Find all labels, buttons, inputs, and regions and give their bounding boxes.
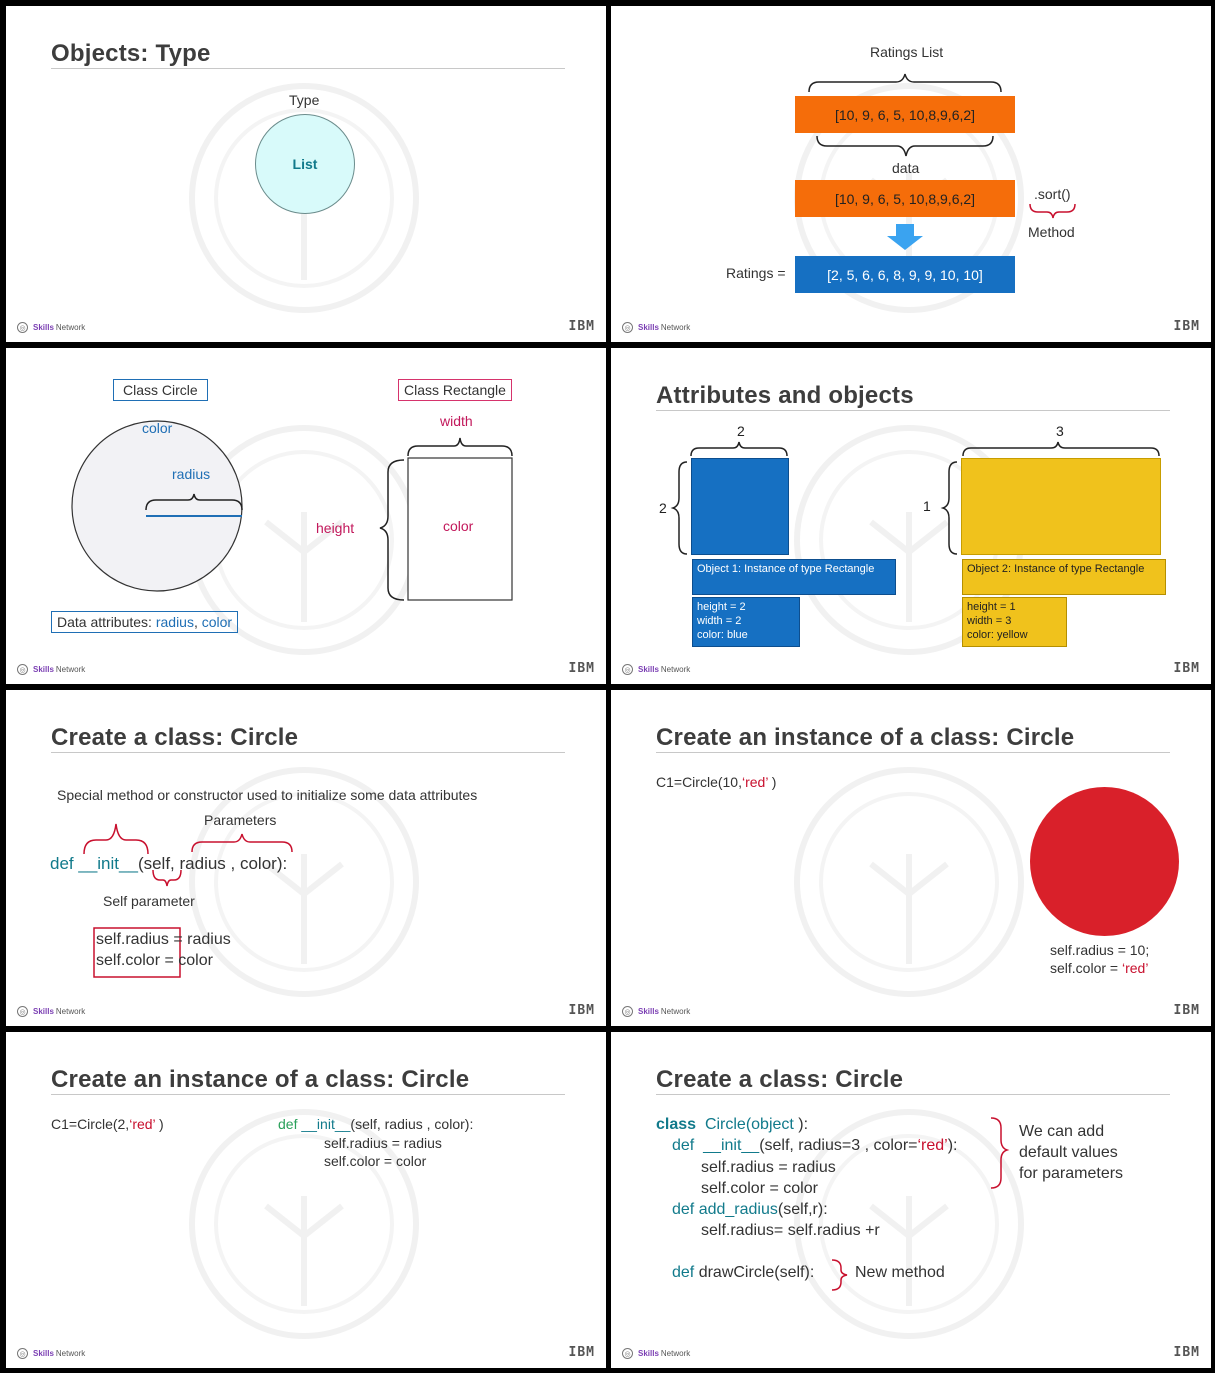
skills-network-logo: ◎ Skills Network — [17, 664, 85, 675]
self-parameter-label: Self parameter — [103, 893, 195, 909]
instance-call: C1=Circle(10,‘red’ ) — [656, 774, 777, 790]
watermark-icon — [791, 764, 1027, 1000]
constructor-description: Special method or constructor used to initialize some data attributes — [57, 787, 478, 803]
page-title: Objects: Type — [51, 40, 211, 67]
parameters-label: Parameters — [204, 812, 277, 828]
skills-network-logo: ◎ Skills Network — [622, 664, 690, 675]
rect-color-label: color — [443, 518, 474, 534]
init-signature: def __init__(self, radius , color): — [50, 854, 288, 873]
object1-rectangle — [691, 458, 789, 555]
page-title: Create a class: Circle — [656, 1066, 904, 1093]
obj2-height-label: 1 — [923, 498, 931, 514]
method-label: Method — [1028, 224, 1075, 240]
network-icon: ◎ — [17, 664, 28, 675]
network-icon: ◎ — [622, 322, 633, 333]
radius-attribute: self.radius = 10; — [1050, 942, 1150, 958]
network-icon: ◎ — [622, 1006, 633, 1017]
class-rectangle-label: Class Rectangle — [404, 382, 506, 398]
page-title: Create a class: Circle — [51, 724, 299, 751]
skills-network-logo: ◎ Skills Network — [17, 1348, 85, 1359]
new-method-label: New method — [855, 1264, 945, 1281]
page-title: Create an instance of a class: Circle — [656, 724, 1075, 751]
network-icon: ◎ — [17, 1348, 28, 1359]
obj1-width-label: 2 — [737, 423, 745, 439]
ibm-logo: IBM — [1173, 1003, 1200, 1018]
init-body-line-1: self.radius = radius — [96, 931, 231, 948]
ibm-logo: IBM — [568, 661, 595, 676]
title-rule — [51, 68, 565, 69]
slide-create-class-defaults — [611, 1032, 1211, 1368]
list-label: List — [292, 156, 318, 172]
sorted-list-box: [2, 5, 6, 6, 8, 9, 9, 10, 10] — [795, 256, 1015, 293]
ibm-logo: IBM — [568, 319, 595, 334]
obj2-width-label: 3 — [1056, 423, 1064, 439]
title-rule — [656, 752, 1170, 753]
object2-label: Object 2: Instance of type Rectangle — [962, 559, 1166, 595]
data-label: data — [892, 160, 920, 176]
default-values-note: We can add default values for parameters — [1019, 1123, 1124, 1182]
init-signature: def __init__(self, radius , color): — [278, 1116, 474, 1132]
data-list-box: [10, 9, 6, 5, 10,8,9,6,2] — [795, 180, 1015, 217]
object2-attributes: height = 1 width = 3 color: yellow — [962, 597, 1067, 647]
init-body-line-1: self.radius = radius — [701, 1159, 836, 1176]
ibm-logo: IBM — [568, 1345, 595, 1360]
rect-height-label: height — [316, 520, 355, 536]
type-label: Type — [289, 92, 320, 108]
ibm-logo: IBM — [1173, 319, 1200, 334]
ratings-list-label: Ratings List — [870, 44, 944, 60]
skills-network-logo: ◎ Skills Network — [17, 322, 85, 333]
add-radius-signature: def add_radius(self,r): — [672, 1201, 828, 1218]
skills-network-logo: ◎ Skills Network — [622, 1348, 690, 1359]
network-icon: ◎ — [17, 1006, 28, 1017]
class-declaration: class Circle(object ): — [656, 1116, 809, 1133]
ibm-logo: IBM — [1173, 661, 1200, 676]
sort-label: .sort() — [1034, 186, 1071, 202]
red-circle-instance — [1030, 787, 1179, 936]
ibm-logo: IBM — [1173, 1345, 1200, 1360]
object2-rectangle — [961, 458, 1161, 555]
page-title: Attributes and objects — [656, 382, 914, 409]
color-attribute: self.color = ‘red’ — [1050, 960, 1149, 976]
circle-color-label: color — [142, 420, 173, 436]
title-rule — [51, 1094, 565, 1095]
ibm-logo: IBM — [568, 1003, 595, 1018]
object1-label: Object 1: Instance of type Rectangle — [692, 559, 896, 595]
slide-attributes-objects — [611, 348, 1211, 684]
rect-width-label: width — [440, 413, 473, 429]
skills-network-logo: ◎ Skills Network — [622, 1006, 690, 1017]
page-title: Create an instance of a class: Circle — [51, 1066, 470, 1093]
slide-instance-circle-2 — [6, 1032, 606, 1368]
network-icon: ◎ — [622, 664, 633, 675]
class-circle-box — [113, 379, 208, 401]
obj1-height-label: 2 — [659, 500, 667, 516]
slide-ratings-sort — [611, 6, 1211, 342]
class-diagram-shapes — [6, 348, 606, 684]
slide-create-class-init — [6, 690, 606, 1026]
draw-circle-signature: def drawCircle(self): — [672, 1264, 815, 1281]
init-body-line-1: self.radius = radius — [324, 1135, 442, 1151]
circle-radius-label: radius — [172, 466, 211, 482]
class-code-braces — [611, 1032, 1211, 1368]
init-body-line-2: self.color = color — [701, 1180, 818, 1197]
list-circle — [255, 114, 355, 214]
network-icon: ◎ — [622, 1348, 633, 1359]
skills-network-logo: ◎ Skills Network — [17, 1006, 85, 1017]
slide-instance-circle-10 — [611, 690, 1211, 1026]
class-circle-label: Class Circle — [123, 382, 198, 398]
init-signature: def __init__(self, radius=3 , color=‘red’): — [672, 1137, 958, 1154]
data-attributes-box: Data attributes: radius, color — [51, 611, 238, 633]
slide-class-circle-rectangle — [6, 348, 606, 684]
init-body-line-2: self.color = color — [324, 1153, 427, 1169]
init-body-line-2: self.color = color — [96, 952, 213, 969]
network-icon: ◎ — [17, 322, 28, 333]
skills-network-logo: ◎ Skills Network — [622, 322, 690, 333]
ratings-label: Ratings = — [726, 265, 786, 281]
add-radius-body: self.radius= self.radius +r — [701, 1222, 880, 1239]
instance-call: C1=Circle(2,‘red’ ) — [51, 1116, 164, 1132]
class-rectangle-box — [398, 379, 512, 401]
object1-attributes: height = 2 width = 2 color: blue — [692, 597, 800, 647]
ratings-list-box: [10, 9, 6, 5, 10,8,9,6,2] — [795, 96, 1015, 133]
slide-objects-type — [6, 6, 606, 342]
